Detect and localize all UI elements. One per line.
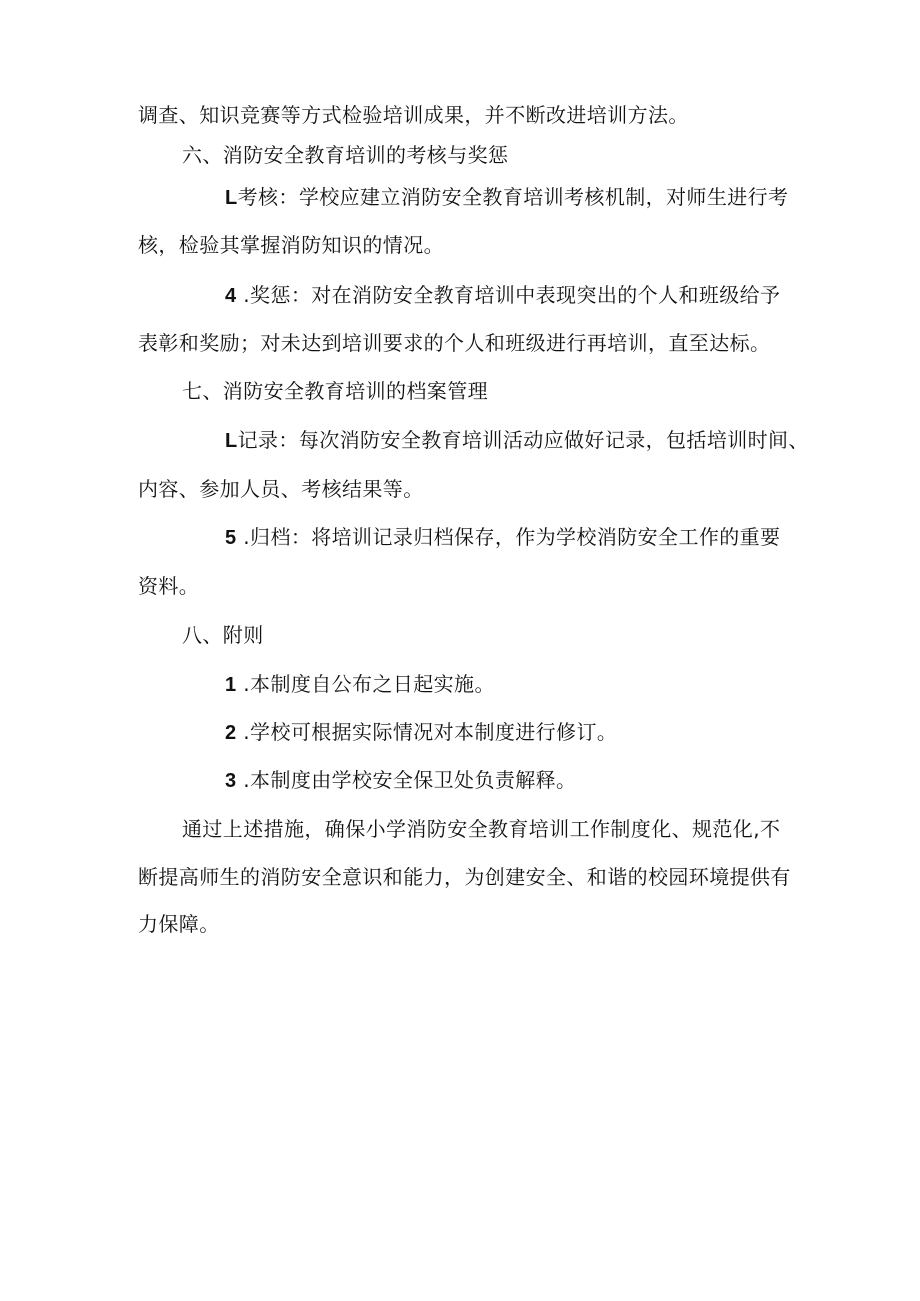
closing-paragraph-line [138, 912, 220, 936]
list-item-text: .奖惩：对在消防安全教育培训中表现突出的个人和班级给予 [236, 283, 781, 307]
section-heading-6 [182, 143, 508, 167]
paragraph-line [138, 233, 444, 257]
list-marker: 4 [225, 285, 237, 307]
section-heading-8 [182, 623, 264, 647]
list-marker: 3 [225, 770, 237, 792]
paragraph-text: 通过上述措施，确保小学消防安全教育培训工作制度化、规范化,不 [182, 817, 781, 841]
list-item-appendix-2 [225, 720, 617, 745]
list-item-rewards [225, 283, 780, 308]
list-item-archive [225, 525, 780, 550]
section-heading-text: 六、消防安全教育培训的考核与奖惩 [182, 143, 509, 167]
paragraph-line [138, 574, 199, 598]
paragraph-line [138, 331, 770, 355]
paragraph-line [138, 103, 689, 127]
list-item-text: .归档：将培训记录归档保存，作为学校消防安全工作的重要 [236, 525, 781, 549]
list-marker: 2 [225, 722, 237, 744]
list-item-text: 记录：每次消防安全教育培训活动应做好记录，包括培训时间、 [237, 428, 809, 452]
list-marker: 1 [225, 674, 237, 696]
list-marker: L [225, 430, 238, 452]
closing-paragraph-line [182, 817, 780, 841]
list-item-appendix-3 [225, 768, 576, 793]
list-item-records [225, 428, 809, 453]
section-heading-text: 七、消防安全教育培训的档案管理 [182, 379, 488, 403]
list-marker: 5 [225, 527, 237, 549]
section-heading-7 [182, 379, 488, 403]
section-heading-text: 八、附则 [182, 623, 264, 647]
paragraph-text: 内容、参加人员、考核结果等。 [138, 477, 424, 501]
paragraph-text: 表彰和奖励；对未达到培训要求的个人和班级进行再培训，直至达标。 [138, 331, 771, 355]
paragraph-text: 力保障。 [138, 912, 220, 936]
paragraph-text: 资料。 [138, 574, 200, 598]
paragraph-line [138, 477, 424, 501]
list-item-text: .学校可根据实际情况对本制度进行修订。 [236, 720, 618, 744]
list-item-text: .本制度由学校安全保卫处负责解释。 [236, 768, 577, 792]
paragraph-text: 核，检验其掌握消防知识的情况。 [138, 233, 444, 257]
paragraph-text: 断提高师生的消防安全意识和能力，为创建安全、和谐的校园环境提供有 [138, 865, 791, 889]
list-item-appendix-1 [225, 672, 495, 697]
closing-paragraph-line [138, 865, 791, 889]
list-marker: L [225, 187, 238, 209]
list-item-text: 考核：学校应建立消防安全教育培训考核机制，对师生进行考 [237, 185, 789, 209]
paragraph-text: 调查、知识竞赛等方式检验培训成果，并不断改进培训方法。 [138, 103, 689, 127]
list-item-assessment [225, 185, 788, 210]
list-item-text: .本制度自公布之日起实施。 [236, 672, 495, 696]
